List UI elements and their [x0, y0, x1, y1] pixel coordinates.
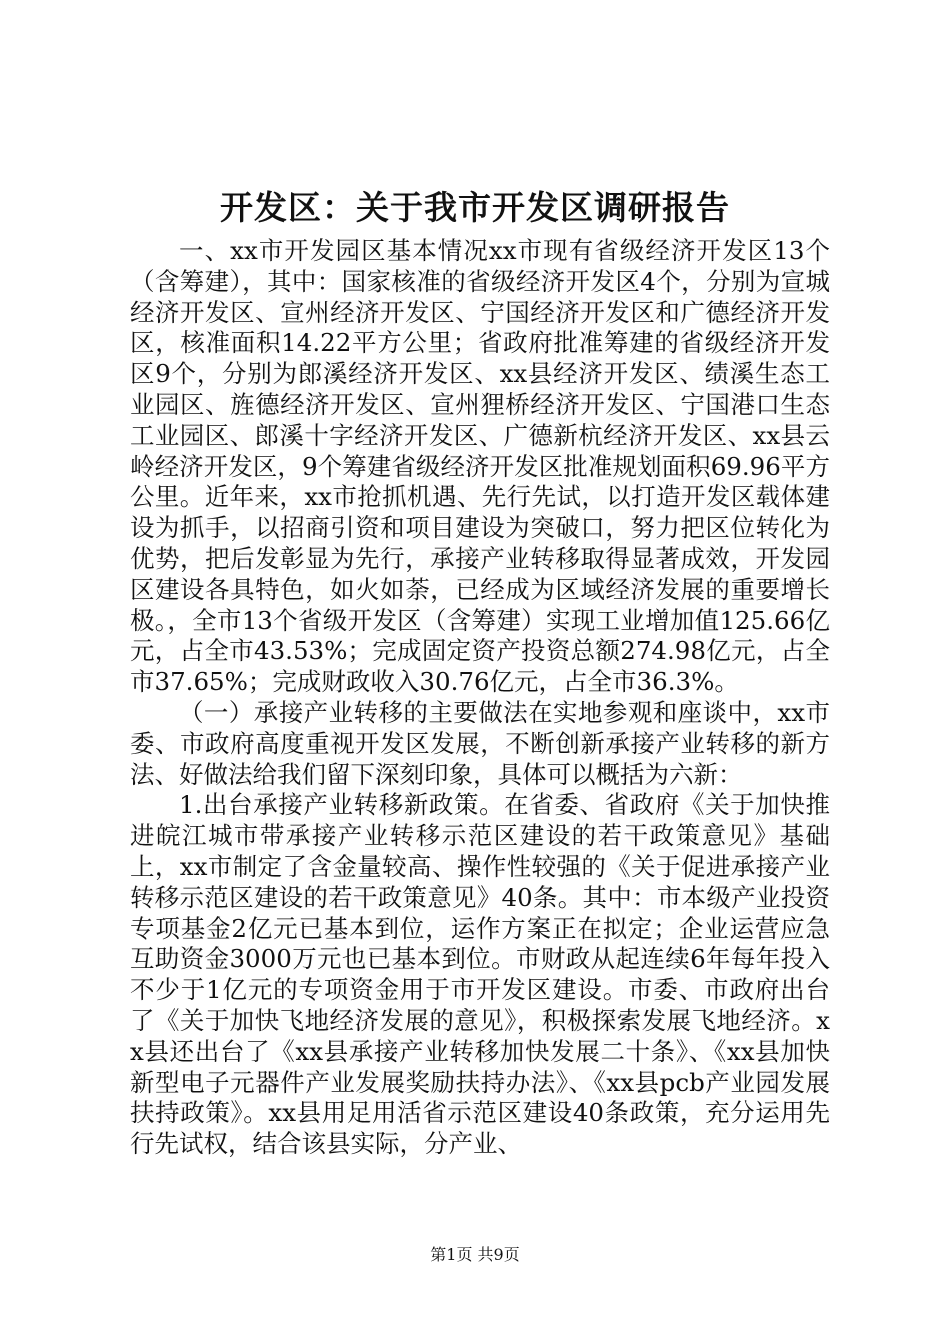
page-number-footer: 第1页 共9页: [430, 1245, 520, 1264]
paragraph-1: 一、xx市开发园区基本情况xx市现有省级经济开发区13个（含筹建），其中：国家核准的省级经济开发区4个，分别为宣城经济开发区、宣州经济开发区、宁国经济开发区和广德经济开发区，核准面积14.22平方公里；省政府批准筹建的省级经济开发区9个，分别为郎溪经济开发区、xx县经济开发区、绩溪生态工业园区、旌德经济开发区、宣州狸桥经济开发区、宁国港口生态工业园区、郎溪十字经济开发区、广德新杭经济开发区、xx县云岭经济开发区，9个筹建省级经济开发区批准规划面积69.96平方公里。近年来，xx市抢抓机遇、先行先试，以打造开发区载体建设为抓手，以招商引资和项目建设为突破口，努力把区位转化为优势，把后发彰显为先行，承接产业转移取得显著成效，开发园区建设各具特色，如火如荼，已经成为区域经济发展的重要增长极。，全市13个省级开发区（含筹建）实现工业增加值125.66亿元，占全市43.53%；完成固定资产投资总额274.98亿元，占全市37.65%；完成财政收入30.76亿元，占全市36.3%。: [130, 236, 830, 697]
paragraph-2: （一）承接产业转移的主要做法在实地参观和座谈中，xx市委、市政府高度重视开发区发展，不断创新承接产业转移的新方法、好做法给我们留下深刻印象，具体可以概括为六新：: [130, 697, 830, 789]
document-body: [130, 236, 830, 1160]
document-title: 开发区：关于我市开发区调研报告: [220, 188, 730, 227]
paragraph-3: 1.出台承接产业转移新政策。在省委、省政府《关于加快推进皖江城市带承接产业转移示范区建设的若干政策意见》基础上，xx市制定了含金量较高、操作性较强的《关于促进承接产业转移示范区建设的若干政策意见》40条。其中：市本级产业投资专项基金2亿元已基本到位，运作方案正在拟定；企业运营应急互助资金3000万元也已基本到位。市财政从起连续6年每年投入不少于1亿元的专项资金用于市开发区建设。市委、市政府出台了《关于加快飞地经济发展的意见》，积极探索发展飞地经济。xx县还出台了《xx县承接产业转移加快发展二十条》、《xx县加快新型电子元器件产业发展奖励扶持办法》、《xx县pcb产业园发展扶持政策》。xx县用足用活省示范区建设40条政策，充分运用先行先试权，结合该县实际，分产业、: [130, 790, 830, 1159]
